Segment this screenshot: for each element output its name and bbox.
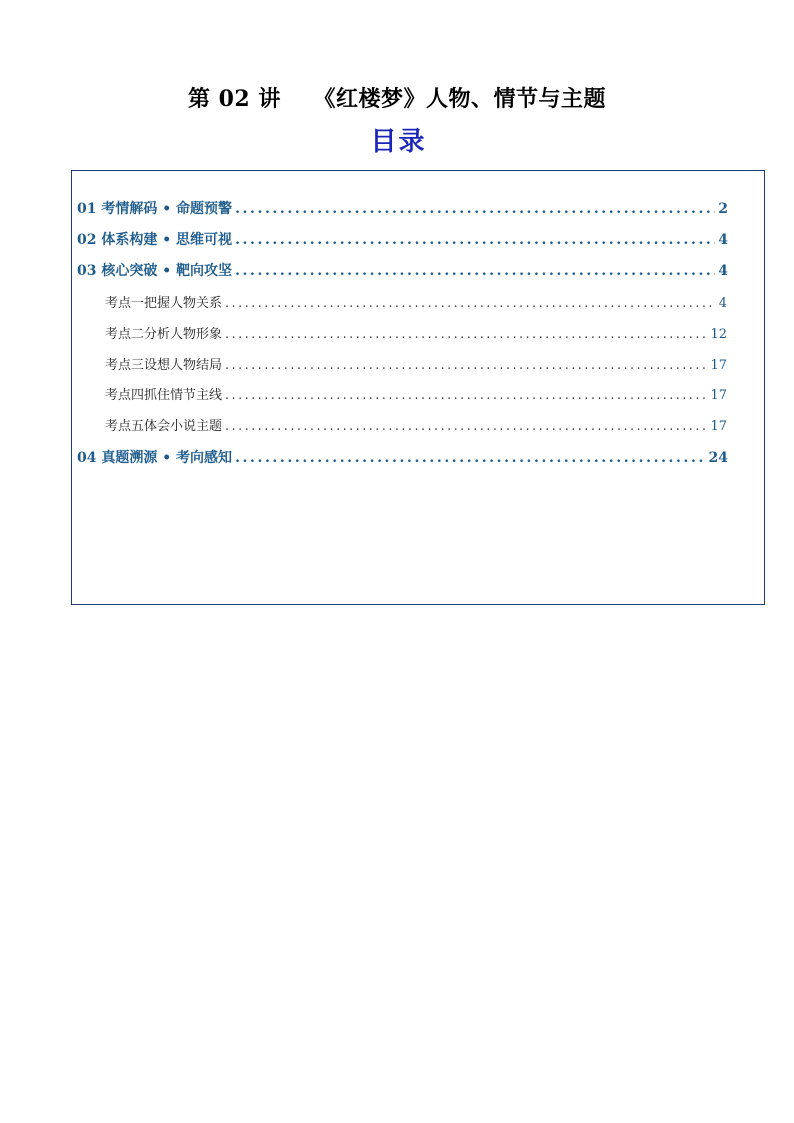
toc-entry-page-number: 4 xyxy=(718,296,727,311)
toc-entry-label: 考点三设想人物结局 xyxy=(105,358,223,373)
toc-entry-page-number: 12 xyxy=(710,327,727,342)
dot-leader xyxy=(235,450,705,466)
toc-entry-label: 考点五体会小说主题 xyxy=(105,419,223,434)
dot-leader xyxy=(235,201,715,217)
toc-entry-page-number: 2 xyxy=(718,201,728,217)
toc-entry-topic-3[interactable] xyxy=(105,354,727,373)
document-title: 第 02 讲 《红楼梦》人物、情节与主题 xyxy=(187,86,607,112)
toc-heading: 目录 xyxy=(370,127,427,157)
toc-entry-label: 考点四抓住情节主线 xyxy=(105,388,223,403)
toc-entry-page-number: 4 xyxy=(718,232,728,248)
toc-entry-section-01[interactable] xyxy=(77,198,728,218)
dot-leader xyxy=(225,388,707,403)
toc-entry-topic-2[interactable] xyxy=(105,323,727,342)
dot-leader xyxy=(235,232,715,248)
toc-entry-topic-4[interactable] xyxy=(105,384,727,403)
dot-leader xyxy=(225,419,707,434)
toc-entry-page-number: 17 xyxy=(710,388,727,403)
toc-entry-label: 02 体系构建 • 思维可视 xyxy=(77,232,233,248)
toc-entry-label: 01 考情解码 • 命题预警 xyxy=(77,201,233,217)
toc-entry-label: 03 核心突破 • 靶向攻坚 xyxy=(77,263,233,279)
toc-entry-section-03[interactable] xyxy=(77,260,728,280)
toc-entry-topic-1[interactable] xyxy=(105,292,727,311)
toc-entry-page-number: 17 xyxy=(710,419,727,434)
toc-entry-topic-5[interactable] xyxy=(105,415,727,434)
table-of-contents xyxy=(71,170,765,605)
toc-entry-label: 考点一把握人物关系 xyxy=(105,296,223,311)
toc-entry-page-number: 17 xyxy=(710,358,727,373)
toc-entry-label: 考点二分析人物形象 xyxy=(105,327,223,342)
toc-entry-label: 04 真题溯源 • 考向感知 xyxy=(77,450,233,466)
toc-entry-section-02[interactable] xyxy=(77,229,728,249)
dot-leader xyxy=(225,327,707,342)
dot-leader xyxy=(225,296,716,311)
dot-leader xyxy=(225,358,707,373)
toc-entry-page-number: 4 xyxy=(718,263,728,279)
toc-entry-page-number: 24 xyxy=(708,450,728,466)
dot-leader xyxy=(235,263,715,279)
toc-entry-section-04[interactable] xyxy=(77,447,728,467)
